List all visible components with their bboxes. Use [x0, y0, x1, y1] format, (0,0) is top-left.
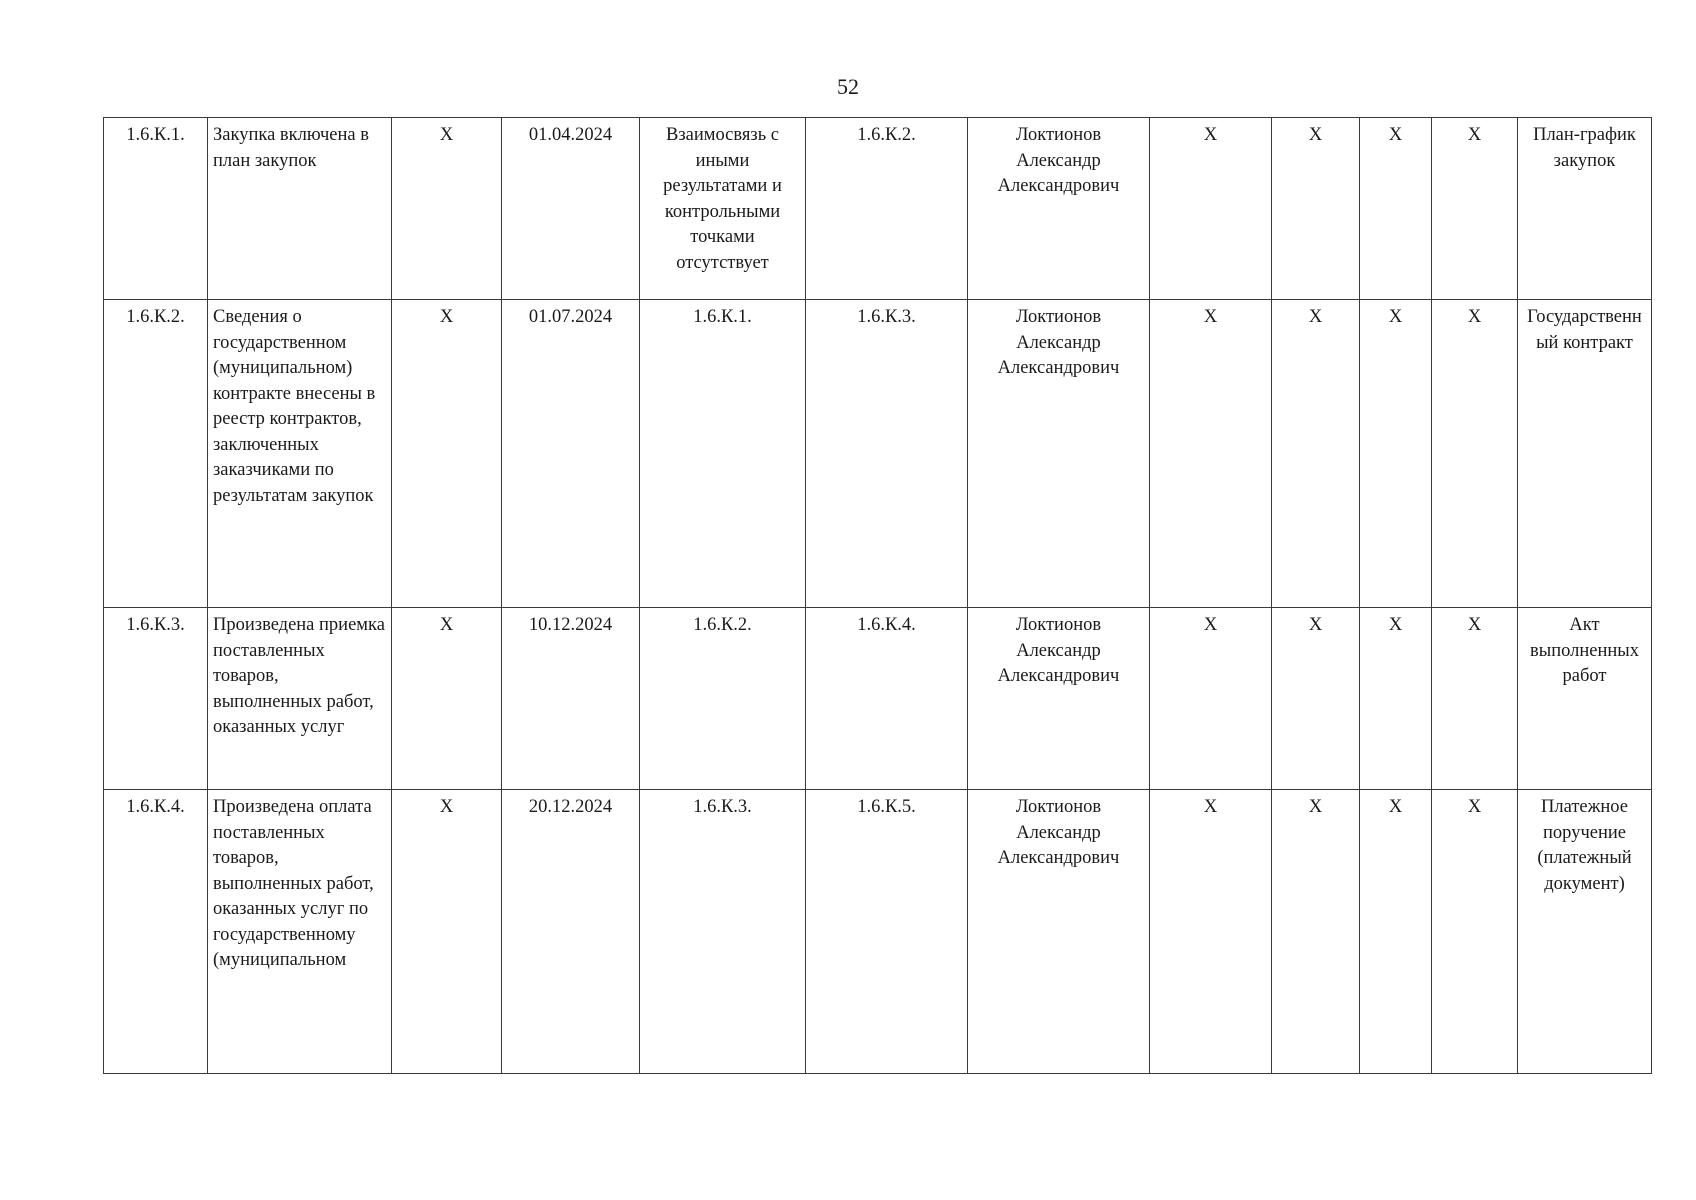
successor-cell: 1.6.К.2. — [806, 118, 968, 300]
page-number: 52 — [837, 74, 859, 99]
x-cell: Х — [1432, 300, 1518, 608]
successor-cell: 1.6.К.3. — [806, 300, 968, 608]
x-cell: Х — [1272, 790, 1360, 1074]
date-cell: 01.07.2024 — [502, 300, 640, 608]
x-cell: Х — [1360, 300, 1432, 608]
x-cell: Х — [1272, 300, 1360, 608]
control-points-table — [103, 117, 1652, 1074]
code-cell: 1.6.К.1. — [104, 118, 208, 300]
date-cell: 20.12.2024 — [502, 790, 640, 1074]
x-cell: Х — [1150, 118, 1272, 300]
x-cell: Х — [392, 118, 502, 300]
date-cell: 01.04.2024 — [502, 118, 640, 300]
responsible-cell: Локтионов Александр Александрович — [968, 118, 1150, 300]
responsible-cell: Локтионов Александр Александрович — [968, 790, 1150, 1074]
predecessor-cell: Взаимосвязь с иными результатами и контрольными точками отсутствует — [640, 118, 806, 300]
x-cell: Х — [1360, 608, 1432, 790]
predecessor-cell: 1.6.К.1. — [640, 300, 806, 608]
document-cell: Государственный контракт — [1518, 300, 1652, 608]
name-cell: Закупка включена в план закупок — [208, 118, 392, 300]
x-cell: Х — [1150, 300, 1272, 608]
x-cell: Х — [1432, 790, 1518, 1074]
document-cell: План-график закупок — [1518, 118, 1652, 300]
x-cell: Х — [1272, 118, 1360, 300]
x-cell: Х — [1360, 118, 1432, 300]
x-cell: Х — [1432, 118, 1518, 300]
x-cell: Х — [1432, 608, 1518, 790]
predecessor-cell: 1.6.К.3. — [640, 790, 806, 1074]
code-cell: 1.6.К.3. — [104, 608, 208, 790]
table-row — [104, 118, 1652, 300]
x-cell: Х — [392, 608, 502, 790]
x-cell: Х — [392, 790, 502, 1074]
x-cell: Х — [1360, 790, 1432, 1074]
date-cell: 10.12.2024 — [502, 608, 640, 790]
code-cell: 1.6.К.2. — [104, 300, 208, 608]
name-cell: Произведена приемка поставленных товаров, выполненных работ, оказанных услуг — [208, 608, 392, 790]
x-cell: Х — [1272, 608, 1360, 790]
responsible-cell: Локтионов Александр Александрович — [968, 300, 1150, 608]
successor-cell: 1.6.К.5. — [806, 790, 968, 1074]
table-row — [104, 608, 1652, 790]
successor-cell: 1.6.К.4. — [806, 608, 968, 790]
code-cell: 1.6.К.4. — [104, 790, 208, 1074]
predecessor-cell: 1.6.К.2. — [640, 608, 806, 790]
responsible-cell: Локтионов Александр Александрович — [968, 608, 1150, 790]
document-cell: Акт выполненных работ — [1518, 608, 1652, 790]
x-cell: Х — [1150, 608, 1272, 790]
x-cell: Х — [392, 300, 502, 608]
table-row — [104, 300, 1652, 608]
document-cell: Платежное поручение (платежный документ) — [1518, 790, 1652, 1074]
name-cell: Произведена оплата поставленных товаров, выполненных работ, оказанных услуг по государственному (муниципальном — [208, 790, 392, 1074]
x-cell: Х — [1150, 790, 1272, 1074]
table-row — [104, 790, 1652, 1074]
name-cell: Сведения о государственном (муниципальном) контракте внесены в реестр контрактов, заключенных заказчиками по результатам закупок — [208, 300, 392, 608]
